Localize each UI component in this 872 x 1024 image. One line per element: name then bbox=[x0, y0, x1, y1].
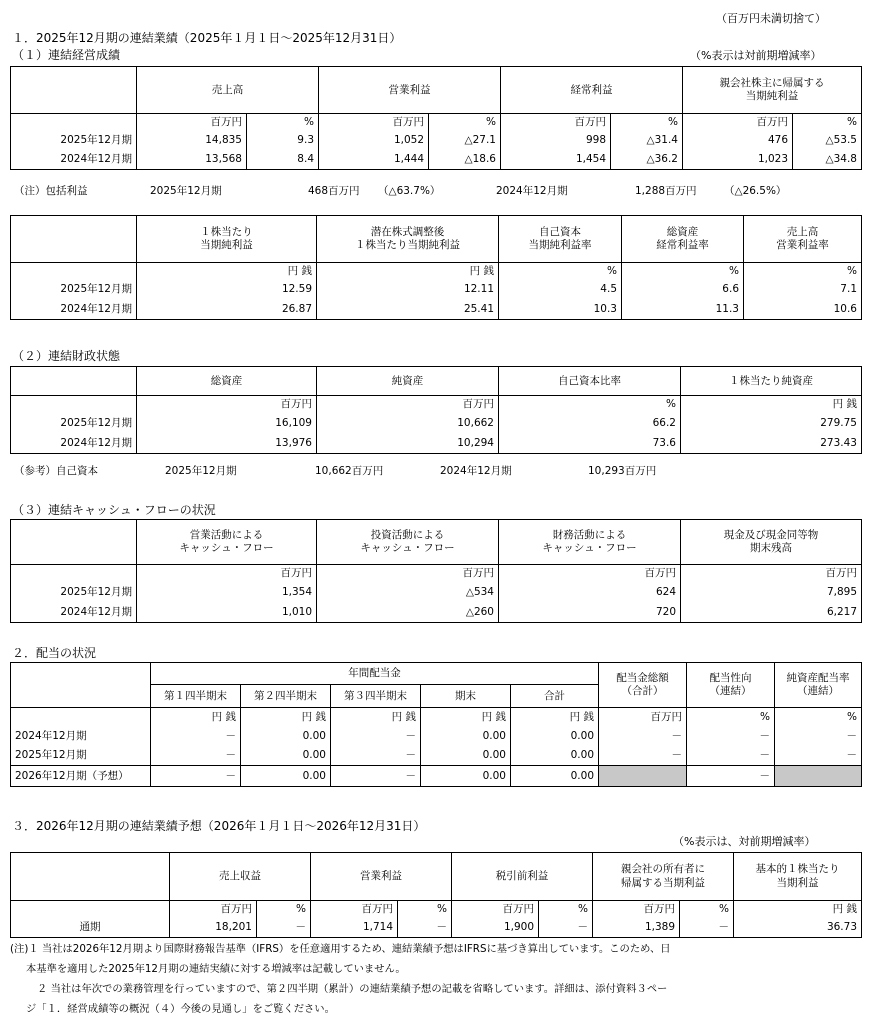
row-label: 2026年12月期（予想） bbox=[11, 766, 151, 787]
row-label: 2025年12月期 bbox=[11, 131, 137, 150]
value-cell: － bbox=[775, 727, 862, 747]
unit-cell: % bbox=[622, 263, 744, 280]
value-cell: 0.00 bbox=[421, 727, 511, 747]
table-row bbox=[11, 414, 862, 434]
value-cell: － bbox=[775, 747, 862, 766]
table-row bbox=[11, 150, 862, 170]
dividend-header-q2: 第２四半期末 bbox=[241, 685, 331, 708]
value-cell: 12.11 bbox=[317, 280, 499, 300]
value-cell: 73.6 bbox=[499, 434, 681, 454]
unit-cell: % bbox=[775, 708, 862, 727]
equity-ref-value-2: 10,293百万円 bbox=[588, 465, 657, 477]
value-cell: 14,835 bbox=[137, 131, 247, 150]
unit-cell: % bbox=[687, 708, 775, 727]
unit-cell: % bbox=[539, 901, 593, 918]
forecast-header-pretax-profit: 税引前利益 bbox=[452, 853, 593, 901]
section-1-3-title: （３）連結キャッシュ・フローの状況 bbox=[12, 503, 216, 517]
row-label: 2025年12月期 bbox=[11, 583, 137, 603]
unit-cell: 円 銭 bbox=[331, 708, 421, 727]
unit-cell: 百万円 bbox=[137, 114, 247, 131]
row-label: 2024年12月期 bbox=[11, 434, 137, 454]
dividend-header-q1: 第１四半期末 bbox=[151, 685, 241, 708]
value-cell: － bbox=[599, 747, 687, 766]
comp-income-change-2: （△26.5%） bbox=[724, 185, 787, 197]
value-cell: 10.3 bbox=[499, 300, 622, 320]
value-cell: － bbox=[257, 918, 311, 938]
value-cell: － bbox=[599, 727, 687, 747]
dividend-table bbox=[10, 662, 862, 787]
value-cell: 0.00 bbox=[241, 727, 331, 747]
value-cell: 624 bbox=[499, 583, 681, 603]
cf-header-financing: 財務活動による キャッシュ・フロー bbox=[499, 520, 681, 565]
value-cell: 13,976 bbox=[137, 434, 317, 454]
value-cell: 18,201 bbox=[170, 918, 257, 938]
unit-cell: 円 銭 bbox=[681, 396, 862, 414]
row-label: 2025年12月期 bbox=[11, 280, 137, 300]
value-cell: 476 bbox=[683, 131, 793, 150]
value-cell: 9.3 bbox=[247, 131, 319, 150]
table-row bbox=[11, 280, 862, 300]
ratios-header-roa: 総資産 経常利益率 bbox=[622, 216, 744, 263]
value-cell: 1,714 bbox=[311, 918, 398, 938]
value-cell: △27.1 bbox=[429, 131, 501, 150]
unit-cell: 百万円 bbox=[683, 114, 793, 131]
shaded-cell bbox=[599, 766, 687, 787]
results-header-operating-profit: 営業利益 bbox=[319, 67, 501, 114]
comp-income-value-2: 1,288百万円 bbox=[635, 185, 697, 197]
row-label: 2024年12月期 bbox=[11, 727, 151, 747]
value-cell: － bbox=[151, 766, 241, 787]
value-cell: 66.2 bbox=[499, 414, 681, 434]
value-cell: 1,444 bbox=[319, 150, 429, 170]
unit-cell: 百万円 bbox=[501, 114, 611, 131]
forecast-header-operating-profit: 営業利益 bbox=[311, 853, 452, 901]
section-1-2-title: （２）連結財政状態 bbox=[12, 349, 121, 363]
value-cell: 26.87 bbox=[137, 300, 317, 320]
unit-cell: % bbox=[611, 114, 683, 131]
financial-position-table bbox=[10, 366, 862, 454]
value-cell: 0.00 bbox=[511, 766, 599, 787]
dividend-header-q3: 第３四半期末 bbox=[331, 685, 421, 708]
results-header-ordinary-profit: 経常利益 bbox=[501, 67, 683, 114]
row-label: 2024年12月期 bbox=[11, 150, 137, 170]
unit-cell: 百万円 bbox=[319, 114, 429, 131]
footnote-2-line-2: ジ「１．経営成績等の概況（４）今後の見通し」をご覧ください。 bbox=[26, 1003, 335, 1015]
value-cell: 36.73 bbox=[734, 918, 862, 938]
unit-note: （百万円未満切捨て） bbox=[716, 12, 826, 25]
ratios-header-diluted-eps: 潜在株式調整後 １株当たり当期純利益 bbox=[317, 216, 499, 263]
value-cell: 10,294 bbox=[317, 434, 499, 454]
fp-header-bps: １株当たり純資産 bbox=[681, 367, 862, 396]
dividend-header-payout: 配当性向 （連結） bbox=[687, 663, 775, 708]
results-header-sales: 売上高 bbox=[137, 67, 319, 114]
value-cell: 4.5 bbox=[499, 280, 622, 300]
value-cell: 1,354 bbox=[137, 583, 317, 603]
forecast-header-net-profit: 親会社の所有者に 帰属する当期利益 bbox=[593, 853, 734, 901]
cash-flow-table bbox=[10, 519, 862, 623]
unit-cell: % bbox=[257, 901, 311, 918]
row-label: 2024年12月期 bbox=[11, 603, 137, 623]
fp-header-total-assets: 総資産 bbox=[137, 367, 317, 396]
value-cell: 0.00 bbox=[511, 727, 599, 747]
dividend-header-annual: 年間配当金 bbox=[151, 663, 599, 685]
dividend-header-year-end: 期末 bbox=[421, 685, 511, 708]
unit-cell: 百万円 bbox=[311, 901, 398, 918]
value-cell: 1,010 bbox=[137, 603, 317, 623]
footnote-1-line-1: (注)１ 当社は2026年12月期より国際財務報告基準（IFRS）を任意適用するため、連結業績予想はIFRSに基づき算出しています。このため、日 bbox=[10, 943, 671, 955]
fp-header-equity-ratio: 自己資本比率 bbox=[499, 367, 681, 396]
value-cell: 1,454 bbox=[501, 150, 611, 170]
value-cell: 998 bbox=[501, 131, 611, 150]
value-cell: － bbox=[680, 918, 734, 938]
value-cell: － bbox=[398, 918, 452, 938]
value-cell: 25.41 bbox=[317, 300, 499, 320]
unit-cell: 百万円 bbox=[599, 708, 687, 727]
row-label: 2025年12月期 bbox=[11, 414, 137, 434]
value-cell: － bbox=[687, 747, 775, 766]
unit-cell: 百万円 bbox=[681, 565, 862, 583]
unit-cell: 百万円 bbox=[317, 396, 499, 414]
unit-cell: 百万円 bbox=[593, 901, 680, 918]
unit-cell: % bbox=[680, 901, 734, 918]
comp-income-value-1: 468百万円 bbox=[308, 185, 360, 197]
results-header-net-profit: 親会社株主に帰属する 当期純利益 bbox=[683, 67, 862, 114]
value-cell: 0.00 bbox=[421, 766, 511, 787]
table-row bbox=[11, 603, 862, 623]
unit-cell: 百万円 bbox=[137, 565, 317, 583]
value-cell: 273.43 bbox=[681, 434, 862, 454]
unit-cell: 円 銭 bbox=[734, 901, 862, 918]
value-cell: 7,895 bbox=[681, 583, 862, 603]
unit-cell: 円 銭 bbox=[241, 708, 331, 727]
value-cell: － bbox=[151, 747, 241, 766]
value-cell: 12.59 bbox=[137, 280, 317, 300]
value-cell: 11.3 bbox=[622, 300, 744, 320]
value-cell: 0.00 bbox=[241, 747, 331, 766]
table-row bbox=[11, 131, 862, 150]
table-row bbox=[11, 583, 862, 603]
value-cell: 6,217 bbox=[681, 603, 862, 623]
unit-cell: 百万円 bbox=[170, 901, 257, 918]
forecast-header-eps: 基本的１株当たり 当期利益 bbox=[734, 853, 862, 901]
section-2-title: ２．配当の状況 bbox=[12, 646, 97, 660]
ratios-table bbox=[10, 215, 862, 320]
unit-cell: % bbox=[744, 263, 862, 280]
table-row bbox=[11, 300, 862, 320]
value-cell: － bbox=[331, 766, 421, 787]
forecast-header-revenue: 売上収益 bbox=[170, 853, 311, 901]
ratios-header-roe: 自己資本 当期純利益率 bbox=[499, 216, 622, 263]
unit-cell: 百万円 bbox=[452, 901, 539, 918]
value-cell: 1,389 bbox=[593, 918, 680, 938]
section-1-title: １．2025年12月期の連結業績（2025年１月１日～2025年12月31日） bbox=[12, 31, 402, 45]
equity-ref-period-2: 2024年12月期 bbox=[440, 465, 512, 477]
value-cell: － bbox=[687, 727, 775, 747]
value-cell: 7.1 bbox=[744, 280, 862, 300]
dividend-header-total: 配当金総額 （合計） bbox=[599, 663, 687, 708]
forecast-pct-note: （%表示は、対前期増減率） bbox=[673, 835, 816, 848]
comp-income-period-2: 2024年12月期 bbox=[496, 185, 568, 197]
cf-header-investing: 投資活動による キャッシュ・フロー bbox=[317, 520, 499, 565]
cf-header-operating: 営業活動による キャッシュ・フロー bbox=[137, 520, 317, 565]
row-label: 通期 bbox=[11, 918, 170, 938]
results-table bbox=[10, 66, 862, 170]
shaded-cell bbox=[775, 766, 862, 787]
unit-cell: % bbox=[793, 114, 862, 131]
unit-cell: 百万円 bbox=[137, 396, 317, 414]
unit-cell: 円 銭 bbox=[511, 708, 599, 727]
equity-ref-value-1: 10,662百万円 bbox=[315, 465, 384, 477]
pct-note: （%表示は対前期増減率） bbox=[690, 49, 822, 62]
value-cell: 0.00 bbox=[511, 747, 599, 766]
value-cell: △53.5 bbox=[793, 131, 862, 150]
table-row bbox=[11, 434, 862, 454]
equity-ref-period-1: 2025年12月期 bbox=[165, 465, 237, 477]
unit-cell: 百万円 bbox=[317, 565, 499, 583]
value-cell: △260 bbox=[317, 603, 499, 623]
value-cell: 1,900 bbox=[452, 918, 539, 938]
value-cell: 10,662 bbox=[317, 414, 499, 434]
forecast-table bbox=[10, 852, 862, 938]
value-cell: 16,109 bbox=[137, 414, 317, 434]
section-1-1-title: （１）連結経営成績 bbox=[12, 48, 121, 62]
value-cell: 0.00 bbox=[241, 766, 331, 787]
value-cell: △18.6 bbox=[429, 150, 501, 170]
unit-cell: 円 銭 bbox=[151, 708, 241, 727]
table-row bbox=[11, 727, 862, 747]
dividend-header-sum: 合計 bbox=[511, 685, 599, 708]
ratios-header-margin: 売上高 営業利益率 bbox=[744, 216, 862, 263]
comp-income-period-1: 2025年12月期 bbox=[150, 185, 222, 197]
footnote-1-line-2: 本基準を適用した2025年12月期の連結実績に対する増減率は記載していません。 bbox=[26, 963, 406, 975]
table-row bbox=[11, 766, 862, 787]
row-label: 2024年12月期 bbox=[11, 300, 137, 320]
value-cell: 13,568 bbox=[137, 150, 247, 170]
value-cell: － bbox=[331, 747, 421, 766]
value-cell: － bbox=[151, 727, 241, 747]
comp-income-label: （注）包括利益 bbox=[14, 185, 88, 197]
unit-cell: 円 銭 bbox=[421, 708, 511, 727]
value-cell: △534 bbox=[317, 583, 499, 603]
comp-income-change-1: （△63.7%） bbox=[378, 185, 441, 197]
unit-cell: 円 銭 bbox=[317, 263, 499, 280]
unit-cell: 円 銭 bbox=[137, 263, 317, 280]
section-3-title: ３．2026年12月期の連結業績予想（2026年１月１日～2026年12月31日） bbox=[12, 819, 426, 833]
unit-cell: % bbox=[247, 114, 319, 131]
value-cell: － bbox=[539, 918, 593, 938]
fp-header-net-assets: 純資産 bbox=[317, 367, 499, 396]
value-cell: 0.00 bbox=[421, 747, 511, 766]
value-cell: 1,052 bbox=[319, 131, 429, 150]
value-cell: 10.6 bbox=[744, 300, 862, 320]
table-row bbox=[11, 747, 862, 766]
footnote-2-line-1: ２ 当社は年次での業務管理を行っていますので、第２四半期（累計）の連結業績予想の記載を省略しています。詳細は、添付資料３ペー bbox=[37, 983, 668, 995]
ratios-header-eps: １株当たり 当期純利益 bbox=[137, 216, 317, 263]
cf-header-cash-balance: 現金及び現金同等物 期末残高 bbox=[681, 520, 862, 565]
value-cell: △36.2 bbox=[611, 150, 683, 170]
value-cell: 1,023 bbox=[683, 150, 793, 170]
equity-ref-label: （参考）自己資本 bbox=[14, 465, 98, 477]
value-cell: 279.75 bbox=[681, 414, 862, 434]
value-cell: △34.8 bbox=[793, 150, 862, 170]
value-cell: 8.4 bbox=[247, 150, 319, 170]
table-row bbox=[11, 918, 862, 938]
unit-cell: % bbox=[398, 901, 452, 918]
unit-cell: % bbox=[499, 263, 622, 280]
dividend-header-doe: 純資産配当率 （連結） bbox=[775, 663, 862, 708]
row-label: 2025年12月期 bbox=[11, 747, 151, 766]
unit-cell: % bbox=[499, 396, 681, 414]
unit-cell: 百万円 bbox=[499, 565, 681, 583]
value-cell: － bbox=[687, 766, 775, 787]
unit-cell: % bbox=[429, 114, 501, 131]
value-cell: － bbox=[331, 727, 421, 747]
value-cell: 720 bbox=[499, 603, 681, 623]
value-cell: △31.4 bbox=[611, 131, 683, 150]
value-cell: 6.6 bbox=[622, 280, 744, 300]
